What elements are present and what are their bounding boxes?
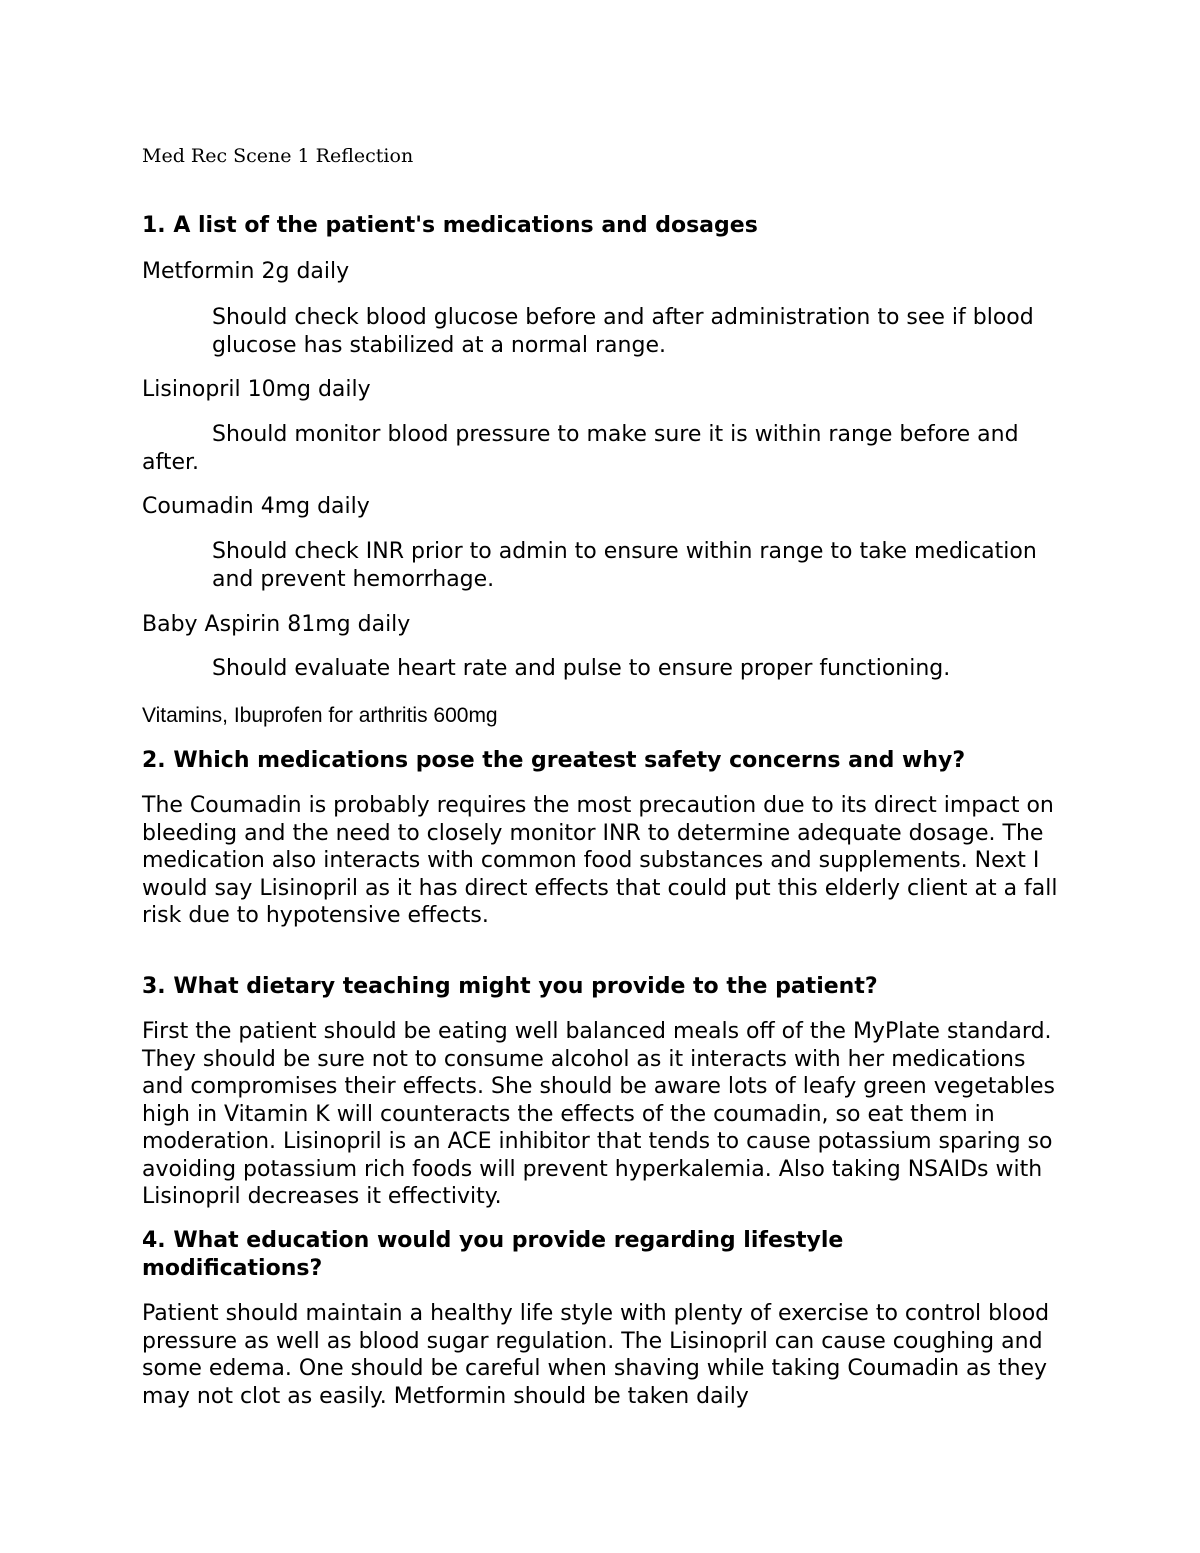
question-4-answer: Patient should maintain a healthy life style with plenty of exercise to control blood pressure as well as blood sugar regulation. The Lisinopril can cause coughing and some edema. One should be careful when shaving while taking Coumadin as they may not clot as easily. Metformin should be taken daily [142, 1301, 1050, 1409]
question-3-heading: 3. What dietary teaching might you provide to the patient? [142, 974, 878, 999]
med-lisinopril-note: Should monitor blood pressure to make sure it is within range before and after. [142, 422, 1019, 475]
med-lisinopril: Lisinopril 10mg daily [142, 377, 371, 402]
med-metformin: Metformin 2g daily [142, 259, 350, 284]
document-title: Med Rec Scene 1 Reflection [142, 145, 414, 167]
question-2-answer: The Coumadin is probably requires the most precaution due to its direct impact on bleeding and the need to closely monitor INR to determine adequate dosage. The medication also interacts with common food substances and supplements. Next I would say Lisinopril as it has direct effects that could put this elderly client at a fall risk due to hypotensive effects. [142, 793, 1058, 928]
question-4-heading: 4. What education would you provide regarding lifestyle modifications? [142, 1228, 844, 1281]
med-metformin-note: Should check blood glucose before and after administration to see if blood glucose has stabilized at a normal range. [212, 305, 1034, 358]
med-baby-aspirin: Baby Aspirin 81mg daily [142, 612, 411, 637]
other-medications: Vitamins, Ibuprofen for arthritis 600mg [142, 704, 498, 727]
question-3-answer: First the patient should be eating well balanced meals off of the MyPlate standard. They should be sure not to consume alcohol as it interacts with her medications and compromises their effects. She should be aware lots of leafy green vegetables high in Vitamin K will counteracts the effects of the coumadin, so eat them in moderation. Lisinopril is an ACE inhibitor that tends to cause potassium sparing so avoiding potassium rich foods will prevent hyperkalemia. Also taking NSAIDs with Lisinopril decreases it effectivity. [142, 1019, 1055, 1209]
med-coumadin-note: Should check INR prior to admin to ensure within range to take medication and prevent hemorrhage. [212, 539, 1037, 592]
med-baby-aspirin-note: Should evaluate heart rate and pulse to ensure proper functioning. [212, 656, 951, 681]
question-1-heading: 1. A list of the patient's medications and dosages [142, 213, 758, 238]
med-coumadin: Coumadin 4mg daily [142, 494, 370, 519]
question-2-heading: 2. Which medications pose the greatest safety concerns and why? [142, 748, 966, 773]
